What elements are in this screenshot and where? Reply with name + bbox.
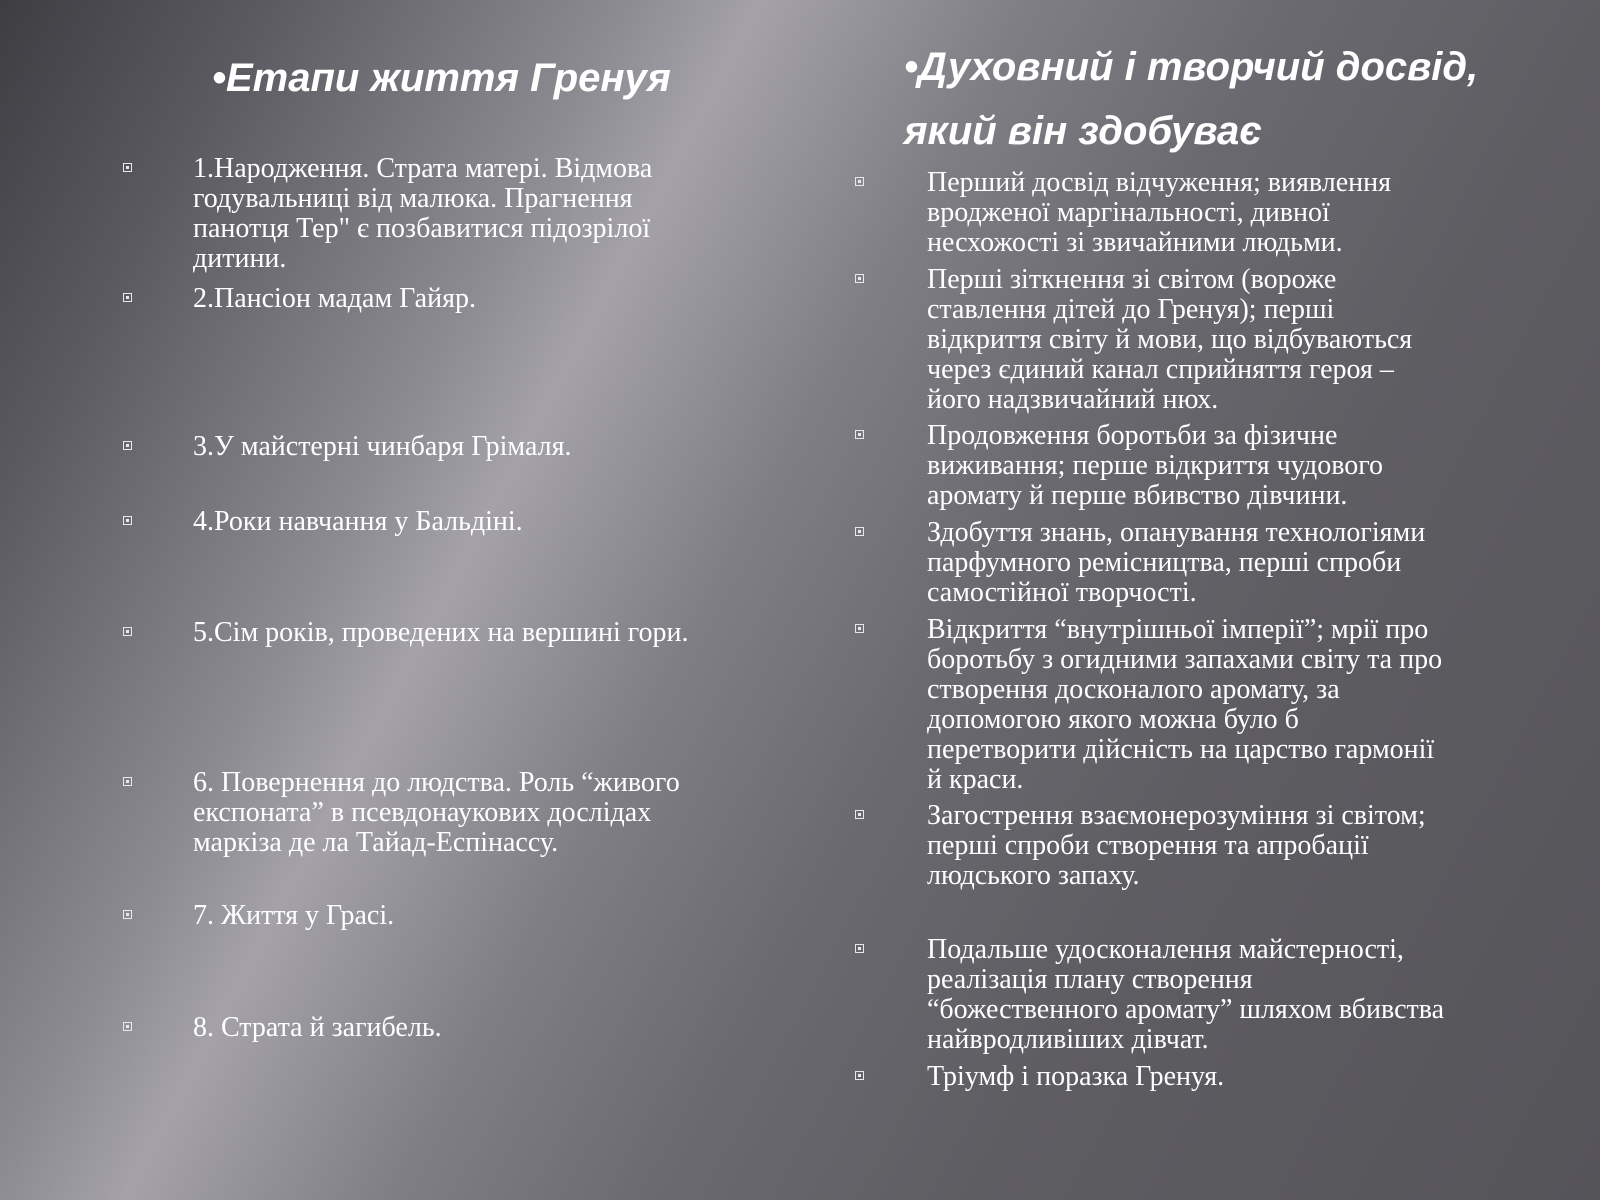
- square-bullet-icon: [123, 777, 132, 786]
- square-bullet-icon: [855, 274, 864, 283]
- square-bullet-icon: [123, 441, 132, 450]
- list-item-experience-8: Тріумф і поразка Гренуя.: [855, 1062, 1224, 1092]
- square-bullet-icon: [123, 163, 132, 172]
- list-item-stage-1: 1.Народження. Страта матері. Відмова годувальниці від малюка. Прагнення панотця Тер" є позбавитися підозрілої дитини.: [123, 154, 652, 274]
- list-item-stage-7: 7. Життя у Грасі.: [123, 901, 394, 931]
- list-item-experience-1: Перший досвід відчуження; виявлення вродженої маргінальності, дивної несхожості зі звичайними людьми.: [855, 168, 1391, 258]
- list-item-stage-8: 8. Страта й загибель.: [123, 1013, 442, 1043]
- list-item-experience-6: Загострення взаємонерозуміння зі світом; перші спроби створення та апробації людського запаху.: [855, 801, 1426, 891]
- square-bullet-icon: [855, 810, 864, 819]
- square-bullet-icon: [855, 944, 864, 953]
- list-item-experience-7: Подальше удосконалення майстерності, реалізація плану створення “божественного аромату” шляхом вбивства найвродливіших дівчат.: [855, 935, 1444, 1055]
- square-bullet-icon: [855, 1071, 864, 1080]
- list-item-stage-6: 6. Повернення до людства. Роль “живого експоната” в псевдонаукових дослідах маркіза де ла Тайад-Еспінассу.: [123, 768, 680, 858]
- square-bullet-icon: [855, 177, 864, 186]
- square-bullet-icon: [855, 624, 864, 633]
- list-item-stage-2: 2.Пансіон мадам Гайяр.: [123, 284, 476, 314]
- list-item-experience-2: Перші зіткнення зі світом (вороже ставлення дітей до Гренуя); перші відкриття світу й мови, що відбуваються через єдиний канал сприйняття героя – його надзвичайний нюх.: [855, 265, 1412, 415]
- list-item-stage-5: 5.Сім років, проведених на вершині гори.: [123, 618, 689, 648]
- list-item-stage-4: 4.Роки навчання у Бальдіні.: [123, 507, 523, 537]
- square-bullet-icon: [123, 910, 132, 919]
- list-item-experience-5: Відкриття “внутрішньої імперії”; мрії про боротьбу з огидними запахами світу та про створення досконалого аромату, за допомогою якого можна було б перетворити дійсність на царство гармонії й краси.: [855, 615, 1442, 795]
- square-bullet-icon: [855, 527, 864, 536]
- square-bullet-icon: [855, 430, 864, 439]
- left-heading: •Етапи життя Гренуя: [212, 56, 671, 100]
- square-bullet-icon: [123, 516, 132, 525]
- square-bullet-icon: [123, 1022, 132, 1031]
- square-bullet-icon: [123, 627, 132, 636]
- list-item-stage-3: 3.У майстерні чинбаря Грімаля.: [123, 432, 571, 462]
- list-item-experience-3: Продовження боротьби за фізичне виживання; перше відкриття чудового аромату й перше вбивство дівчини.: [855, 421, 1383, 511]
- square-bullet-icon: [123, 293, 132, 302]
- right-heading: •Духовний і творчий досвід, який він здобуває: [904, 45, 1479, 153]
- list-item-experience-4: Здобуття знань, опанування технологіями парфумного ремісництва, перші спроби самостійної творчості.: [855, 518, 1425, 608]
